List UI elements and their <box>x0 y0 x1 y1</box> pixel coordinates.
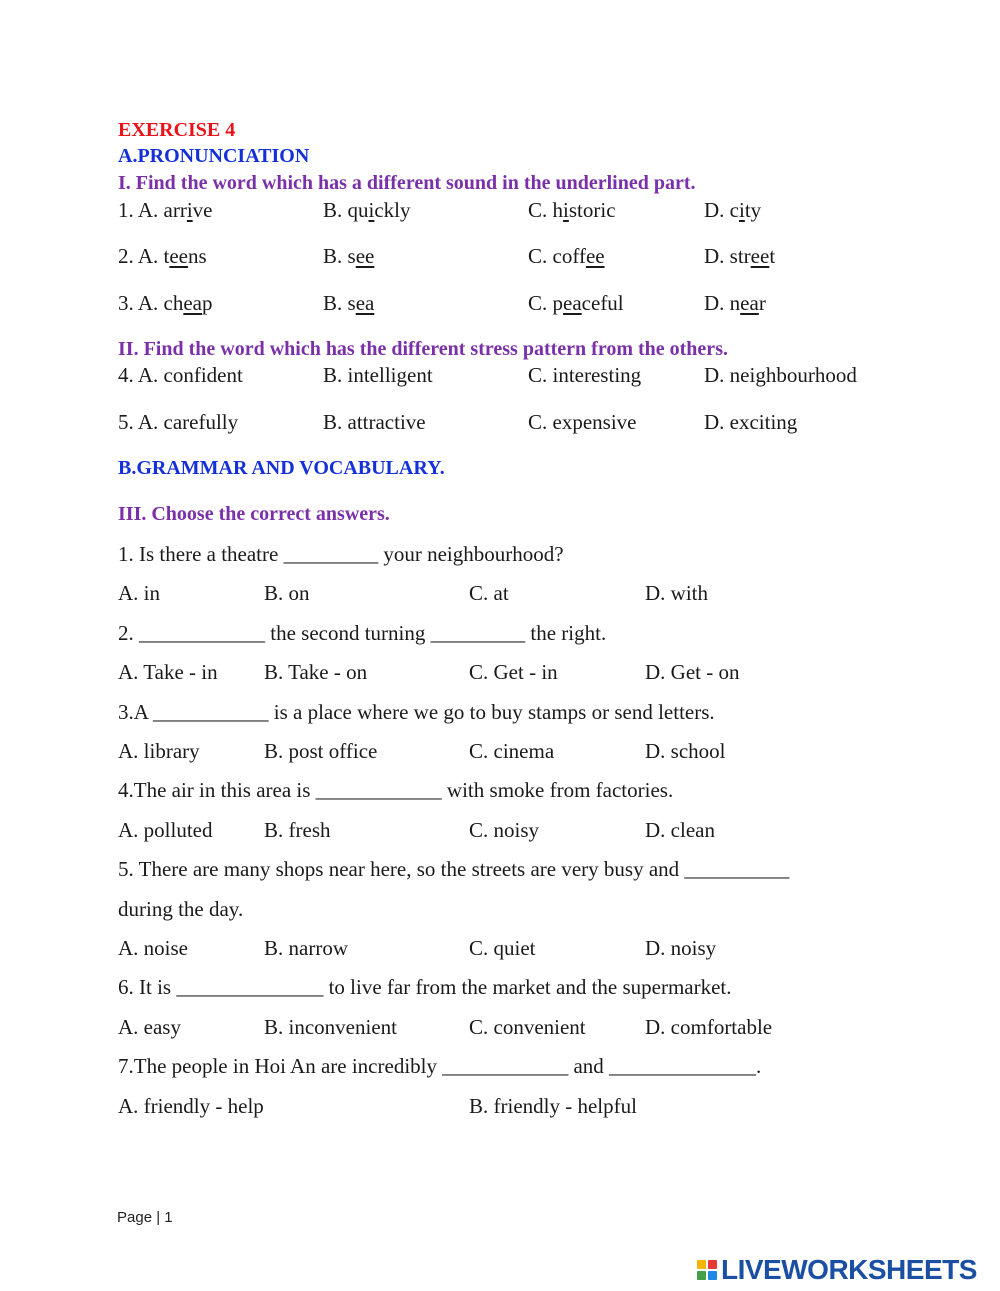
option-b: B. sea <box>323 291 375 315</box>
option-a: 3. A. cheap <box>118 291 213 315</box>
section-b-heading: B.GRAMMAR AND VOCABULARY. <box>118 457 445 479</box>
question-6: 6. It is ______________ to live far from the market and the supermarket. <box>118 975 732 999</box>
q5-option-b: B. narrow <box>264 936 348 960</box>
q3-option-c: C. cinema <box>469 739 555 763</box>
exercise-title: EXERCISE 4 <box>118 119 236 141</box>
q7-option-a: A. friendly - help <box>118 1094 264 1118</box>
q5-option-c: C. quiet <box>469 936 536 960</box>
section-a-heading: A.PRONUNCIATION <box>118 145 310 167</box>
page-number: Page | 1 <box>117 1209 173 1226</box>
q2-option-a: A. Take - in <box>118 660 218 684</box>
question-4: 4.The air in this area is ____________ with smoke from factories. <box>118 778 674 802</box>
q4-option-c: C. noisy <box>469 818 540 842</box>
q1-option-d: D. with <box>645 581 708 605</box>
option-d: D. near <box>704 291 766 315</box>
q2-option-b: B. Take - on <box>264 660 368 684</box>
option-d: D. street <box>704 244 776 268</box>
q3-option-a: A. library <box>118 739 200 763</box>
q1-option-a: A. in <box>118 581 160 605</box>
option-a: 5. A. carefully <box>118 410 239 434</box>
q1-option-b: B. on <box>264 581 310 605</box>
question-1: 1. Is there a theatre _________ your neighbourhood? <box>118 542 564 566</box>
option-d: D. exciting <box>704 410 798 434</box>
option-a: 4. A. confident <box>118 363 243 387</box>
part2-heading: II. Find the word which has the different stress pattern from the others. <box>118 338 728 360</box>
q1-option-c: C. at <box>469 581 509 605</box>
option-c: C. interesting <box>528 363 642 387</box>
logo-text: LIVEWORKSHEETS <box>721 1254 977 1285</box>
option-c: C. coffee <box>528 244 605 268</box>
option-a: 2. A. teens <box>118 244 207 268</box>
q7-option-b: B. friendly - helpful <box>469 1094 637 1118</box>
option-d: D. neighbourhood <box>704 363 857 387</box>
option-b: B. intelligent <box>323 363 433 387</box>
q5-option-d: D. noisy <box>645 936 717 960</box>
option-b: B. see <box>323 244 375 268</box>
q4-option-d: D. clean <box>645 818 715 842</box>
q6-option-d: D. comfortable <box>645 1015 773 1039</box>
q6-option-c: C. convenient <box>469 1015 586 1039</box>
part1-heading: I. Find the word which has a different sound in the underlined part. <box>118 172 696 194</box>
q5-option-a: A. noise <box>118 936 188 960</box>
q2-option-d: D. Get - on <box>645 660 740 684</box>
logo-blocks-icon <box>697 1260 717 1280</box>
part3-heading: III. Choose the correct answers. <box>118 503 390 525</box>
question-5-line-2: during the day. <box>118 897 244 921</box>
q2-option-c: C. Get - in <box>469 660 558 684</box>
q3-option-d: D. school <box>645 739 726 763</box>
option-b: B. quickly <box>323 198 411 222</box>
option-d: D. city <box>704 198 762 222</box>
option-b: B. attractive <box>323 410 426 434</box>
option-c: C. peaceful <box>528 291 624 315</box>
q4-option-b: B. fresh <box>264 818 331 842</box>
option-c: C. expensive <box>528 410 637 434</box>
question-7: 7.The people in Hoi An are incredibly ____________ and ______________. <box>118 1054 762 1078</box>
question-2: 2. ____________ the second turning _________ the right. <box>118 621 607 645</box>
option-c: C. historic <box>528 198 616 222</box>
question-3: 3.A ___________ is a place where we go to buy stamps or send letters. <box>118 700 715 724</box>
q3-option-b: B. post office <box>264 739 378 763</box>
q6-option-b: B. inconvenient <box>264 1015 397 1039</box>
question-5-line-1: 5. There are many shops near here, so the streets are very busy and __________ <box>118 857 790 881</box>
q6-option-a: A. easy <box>118 1015 181 1039</box>
liveworksheets-logo <box>697 1255 977 1285</box>
option-a: 1. A. arrive <box>118 198 213 222</box>
q4-option-a: A. polluted <box>118 818 213 842</box>
